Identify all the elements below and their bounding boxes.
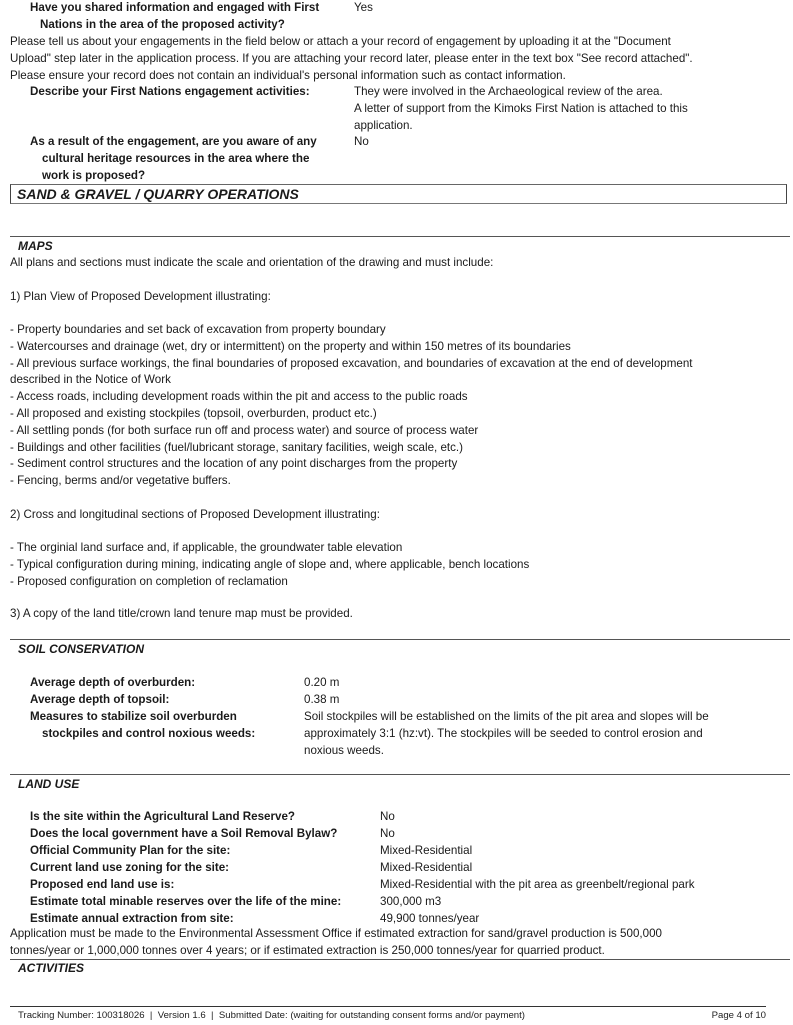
list-item: - Access roads, including development roads within the pit and access to the public roads	[10, 390, 468, 404]
land-use-label: Does the local government have a Soil Removal Bylaw?	[30, 827, 338, 840]
answer-line: They were involved in the Archaeological review of the area.	[354, 85, 663, 98]
overburden-value: 0.20 m	[304, 676, 340, 689]
land-use-value: 300,000 m3	[380, 895, 442, 908]
describe-engagement-answer	[354, 84, 754, 134]
plan-view-list	[10, 322, 786, 490]
land-use-label: Estimate annual extraction from site:	[30, 912, 234, 925]
shared-info-question-line2: Nations in the area of the proposed activity?	[40, 18, 285, 31]
shared-info-question-line1: Have you shared information and engaged with First	[30, 1, 320, 14]
land-use-row	[30, 826, 786, 843]
value-line: approximately 3:1 (hz:vt). The stockpiles will be seeded to control erosion and	[304, 726, 703, 740]
answer-line: A letter of support from the Kimoks First Nation is attached to this	[354, 101, 688, 115]
list-item: - All proposed and existing stockpiles (topsoil, overburden, product etc.)	[10, 406, 377, 420]
land-use-label: Estimate total minable reserves over the life of the mine:	[30, 895, 342, 908]
question-line: work is proposed?	[42, 168, 146, 182]
land-use-value: No	[380, 810, 395, 823]
footer-divider	[10, 1006, 766, 1007]
value-line: Soil stockpiles will be established on the limits of the pit area and slopes will be	[304, 710, 709, 723]
label-line: stockpiles and control noxious weeds:	[42, 726, 256, 740]
list-item: - All settling ponds (for both surface run off and process water) and source of process water	[10, 423, 479, 437]
land-use-title: LAND USE	[18, 777, 80, 791]
page-footer	[18, 1008, 766, 1025]
section-divider	[10, 236, 790, 237]
land-use-label: Proposed end land use is:	[30, 878, 175, 891]
label-line: Measures to stabilize soil overburden	[30, 710, 237, 723]
question-line: As a result of the engagement, are you aware of any	[30, 135, 317, 148]
value-line: noxious weeds.	[304, 743, 384, 757]
land-use-label: Is the site within the Agricultural Land Reserve?	[30, 810, 295, 823]
maps-intro: All plans and sections must indicate the scale and orientation of the drawing and must include:	[10, 256, 494, 269]
land-use-value: 49,900 tonnes/year	[380, 912, 480, 925]
page-number: Page 4 of 10	[711, 1010, 766, 1021]
answer-line: application.	[354, 118, 413, 132]
land-use-label: Official Community Plan for the site:	[30, 844, 231, 857]
list-item: - All previous surface workings, the final boundaries of proposed excavation, and boundaries of excavation at the end of development	[10, 356, 693, 370]
land-use-label: Current land use zoning for the site:	[30, 861, 230, 874]
heritage-resources-answer: No	[354, 135, 369, 148]
instruction-line: Please tell us about your engagements in the field below or attach a your record of engagement by uploading it at the "Document	[10, 35, 671, 48]
topsoil-label: Average depth of topsoil:	[30, 693, 170, 706]
list-item: - Buildings and other facilities (fuel/lubricant storage, sanitary facilities, weigh scale, etc.)	[10, 440, 464, 454]
section-divider	[10, 639, 790, 640]
land-title-requirement: 3) A copy of the land title/crown land tenure map must be provided.	[10, 607, 353, 620]
note-line: Application must be made to the Environmental Assessment Office if estimated extraction for sand/gravel production is 500,000	[10, 927, 662, 940]
land-use-value: Mixed-Residential	[380, 844, 473, 857]
maps-title: MAPS	[18, 239, 53, 253]
land-use-value: No	[380, 827, 395, 840]
land-use-row	[30, 860, 786, 877]
sections-list	[10, 540, 786, 590]
topsoil-value: 0.38 m	[304, 693, 340, 706]
land-use-row	[30, 843, 786, 860]
measures-label	[30, 709, 255, 743]
shared-info-answer: Yes	[354, 1, 373, 14]
measures-value	[304, 709, 764, 759]
sections-heading: 2) Cross and longitudinal sections of Proposed Development illustrating:	[10, 508, 380, 521]
land-use-row	[30, 894, 786, 911]
instruction-line: Please ensure your record does not contain an individual's personal information such as contact information.	[10, 68, 566, 82]
heritage-resources-question	[30, 134, 317, 184]
instruction-line: Upload" step later in the application process. If you are attaching your record later, please enter in the text box "See record attached".	[10, 51, 693, 65]
land-use-value: Mixed-Residential with the pit area as greenbelt/regional park	[380, 878, 695, 891]
list-item: - Watercourses and drainage (wet, dry or intermittent) on the property and within 150 metres of its boundaries	[10, 339, 571, 353]
engagement-instructions	[10, 34, 786, 84]
plan-view-heading: 1) Plan View of Proposed Development illustrating:	[10, 290, 271, 303]
list-item: - Property boundaries and set back of excavation from property boundary	[10, 323, 386, 336]
list-item: - Proposed configuration on completion of reclamation	[10, 574, 288, 588]
land-use-row	[30, 877, 786, 894]
land-use-table	[30, 809, 786, 928]
eao-note	[10, 926, 786, 960]
land-use-value: Mixed-Residential	[380, 861, 473, 874]
activities-title: ACTIVITIES	[18, 961, 85, 975]
land-use-row	[30, 809, 786, 826]
list-item: described in the Notice of Work	[10, 373, 171, 387]
note-line: tonnes/year or 1,000,000 tonnes over 4 years; or if estimated extraction is 250,000 tonnes/year for quarried product.	[10, 943, 605, 957]
overburden-label: Average depth of overburden:	[30, 676, 196, 689]
section-header-sand-gravel	[10, 184, 787, 204]
list-item: - The orginial land surface and, if applicable, the groundwater table elevation	[10, 541, 403, 554]
section-divider	[10, 959, 790, 960]
list-item: - Typical configuration during mining, indicating angle of slope and, where applicable, bench locations	[10, 557, 530, 571]
section-divider	[10, 774, 790, 775]
describe-engagement-question: Describe your First Nations engagement activities:	[30, 85, 310, 98]
soil-conservation-title: SOIL CONSERVATION	[18, 642, 145, 656]
list-item: - Fencing, berms and/or vegetative buffers.	[10, 474, 231, 488]
section-header-title: SAND & GRAVEL / QUARRY OPERATIONS	[17, 186, 299, 202]
footer-tracking-info: Tracking Number: 100318026 | Version 1.6 | Submitted Date: (waiting for outstanding consent forms and/or payment)	[18, 1010, 525, 1021]
list-item: - Sediment control structures and the location of any point discharges from the property	[10, 457, 458, 471]
question-line: cultural heritage resources in the area where the	[42, 151, 310, 165]
